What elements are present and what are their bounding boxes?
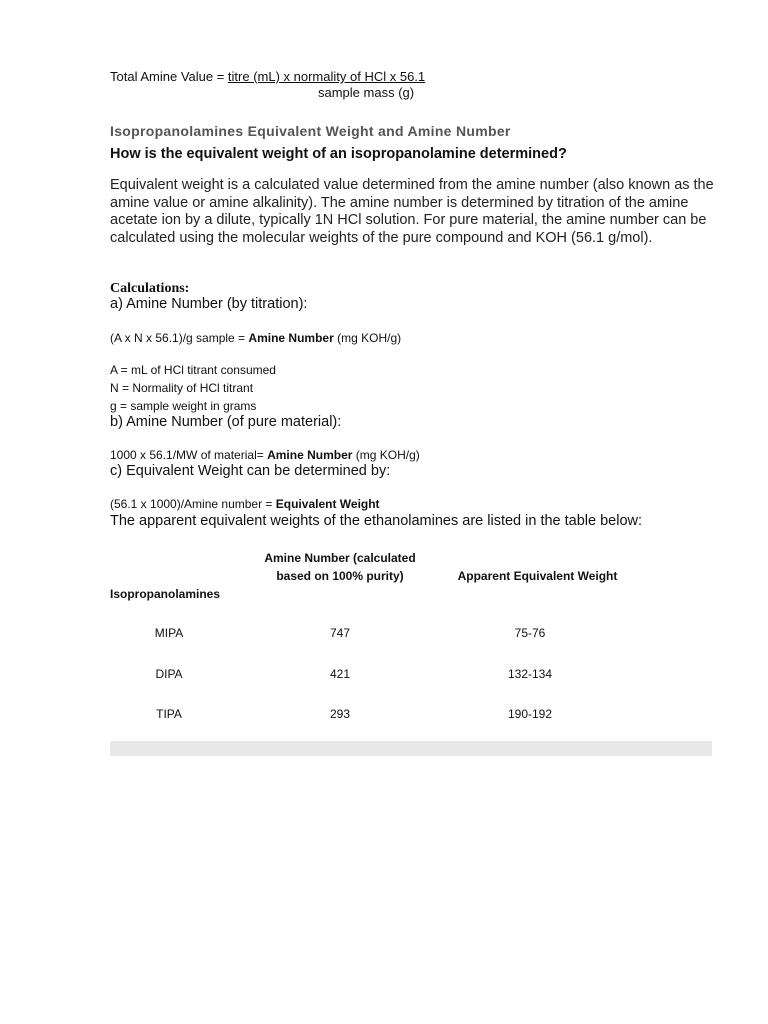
step-c-label: c) Equivalent Weight can be determined by: <box>110 463 391 479</box>
table-intro-sentence: The apparent equivalent weights of the ethanolamines are listed in the table below: <box>110 513 643 529</box>
formula-a <box>110 331 401 345</box>
step-a-label: a) Amine Number (by titration): <box>110 296 308 312</box>
formula-c <box>110 497 380 511</box>
table-cell-equivalent-weight: 190-192 <box>507 707 553 721</box>
table-header-amine-number: Amine Number (calculated based on 100% purity) <box>264 551 416 583</box>
section-heading: Isopropanolamines Equivalent Weight and Amine Number <box>110 123 511 139</box>
formula-a-result: Amine Number <box>248 331 334 345</box>
table-cell-equivalent-weight: 132-134 <box>507 667 553 681</box>
table-cell-name: MIPA <box>154 626 184 640</box>
formula-denominator: sample mass (g) <box>318 85 415 100</box>
step-b-label: b) Amine Number (of pure material): <box>110 414 342 430</box>
formula-lhs: Total Amine Value = <box>110 69 228 84</box>
table-header-isopropanolamines: Isopropanolamines <box>110 587 221 601</box>
formula-numerator: titre (mL) x normality of HCl x 56.1 <box>227 69 426 84</box>
calculations-heading: Calculations: <box>110 281 190 296</box>
table-cell-equivalent-weight: 75-76 <box>514 626 546 640</box>
question-heading: How is the equivalent weight of an isopropanolamine determined? <box>110 146 567 162</box>
formula-b <box>110 448 420 462</box>
formula-b-result: Amine Number <box>267 448 353 462</box>
table-cell-name: TIPA <box>156 707 182 721</box>
formula-a-unit: (mg KOH/g) <box>333 331 402 345</box>
definition-a: A = mL of HCl titrant consumed <box>110 363 276 377</box>
formula-b-unit: (mg KOH/g) <box>352 448 420 462</box>
table-cell-amine-number: 747 <box>329 626 351 640</box>
table-header-equivalent-weight: Apparent Equivalent Weight <box>457 569 618 583</box>
table-cell-amine-number: 293 <box>329 707 351 721</box>
intro-paragraph: Equivalent weight is a calculated value determined from the amine number (also known as the amine value or amine alkalinity). The amine number is determined by titration of the amine acetate ion by a dilute, typically 1N HCl solution. For pure material, the amine number can be calculated using the molecular weights of the pure compound and KOH (56.1 g/mol). <box>110 177 714 246</box>
formula-b-text: 1000 x 56.1/MW of material= <box>110 448 268 462</box>
table-cell-amine-number: 421 <box>329 667 351 681</box>
table-cell-name: DIPA <box>155 667 183 681</box>
formula-c-result: Equivalent Weight <box>275 497 380 511</box>
definition-n: N = Normality of HCl titrant <box>110 381 254 395</box>
total-amine-formula-numerator <box>110 69 425 84</box>
formula-c-text: (56.1 x 1000)/Amine number = <box>110 497 276 511</box>
table-footer-shading <box>110 741 712 756</box>
formula-a-text: (A x N x 56.1)/g sample = <box>110 331 249 345</box>
definition-g: g = sample weight in grams <box>110 399 257 413</box>
